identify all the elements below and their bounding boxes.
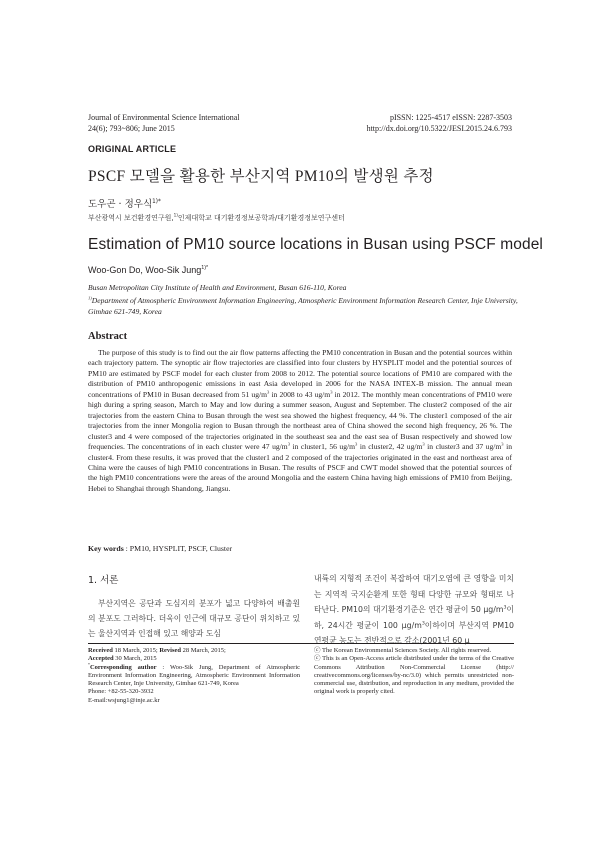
english-author-names: Woo-Gon Do, Woo-Sik Jung xyxy=(88,265,202,275)
body-right-text-a: 내륙의 지형적 조건이 복잡하여 대기오염에 큰 영향을 미치는 지역적 국지순환계 또한 형태 다양한 규모와 형태로 나타난다. PM10의 대기환경기준은 연간 평균이 50 μg/m xyxy=(314,574,514,614)
corr-sup: * xyxy=(88,662,90,667)
english-title: Estimation of PM10 source locations in Busan using PSCF model xyxy=(88,236,543,253)
abstract-text-1: The purpose of this study is to find out the air flow patterns affecting the PM10 concentration in Busan and the potential sources within each trajectory pattern. The synoptic air flow trajectories are classified into four clusters by HYSPLIT model and the potential sources of PM10 are estimated by PSCF model for each cluster from 2008 to 2012. The potential source locations of PM10 are compared with the distribution of PM10 anthropogenic emissions in east Asia developed in 2006 for the NASA INTEX-B mission. The annual mean concentrations of PM10 in Busan decreased from 51 ug/m xyxy=(88,348,512,399)
abstract-heading: Abstract xyxy=(88,331,128,342)
abstract-text-5: in cluster2, 42 ug/m xyxy=(357,442,423,452)
korean-affiliation-a: 부산광역시 보건환경연구원, xyxy=(88,214,174,222)
email-link[interactable]: E-mail:wsjung1@inje.ac.kr xyxy=(88,696,160,704)
body-right-text-c: 이하이며 부산지역 PM10 연평균 농도는 전반적으로 감소(2001년 60 μ xyxy=(314,620,514,645)
keywords xyxy=(88,544,232,553)
korean-authors xyxy=(88,196,161,210)
keywords-text: : PM10, HYSPLIT, PSCF, Cluster xyxy=(123,544,233,553)
korean-author-sup: 1)* xyxy=(152,198,161,205)
english-affiliations xyxy=(88,282,528,317)
english-affiliation-2-sup: 1) xyxy=(88,295,92,301)
received-line xyxy=(88,647,300,655)
unit-sup: 3 xyxy=(287,441,290,447)
corresponding-author xyxy=(88,664,300,689)
unit-sup: 3 xyxy=(355,441,358,447)
korean-affiliation-sup: 1) xyxy=(173,212,178,218)
unit-sup: 3 xyxy=(501,441,504,447)
issn: pISSN: 1225-4517 eISSN: 2287-3503 xyxy=(389,113,512,122)
journal-volume: 24(6); 793~806; June 2015 xyxy=(88,124,175,133)
keywords-label: Key words xyxy=(88,544,124,553)
abstract-text-2: in 2008 to 43 ug/m xyxy=(269,389,331,399)
abstract-text-3: in 2012. The monthly mean concentrations of PM10 were high during a spring season, March to May and low during a summer season, August and September. The cluster2 composed of the air trajectories from the eastern China to Busan through the west sea showed the highest frequency, 44 %. The cluster1 composed of the air trajectories from the inner Mongolia region to Busan through the northeast area of China showed the second high frequency, 26 %. The cluster3 and 4 were composed of the trajectories originated in the southeast sea and the east sea of Busan respectively and showed low frequencies. The concentrations of in each cluster were 47 ug/m xyxy=(88,389,513,452)
footnote-left xyxy=(88,647,300,705)
korean-affiliation-b: 인제대학교 대기환경정보공학과/대기환경정보연구센터 xyxy=(177,214,345,222)
body-left-column: 부산지역은 공단과 도심지의 분포가 넓고 다양하여 배출원의 분포도 그러하다. 더욱이 인근에 대규모 공단이 위치하고 있는 울산지역과 인접해 있고 해양과 도심 xyxy=(88,599,300,638)
footnote-right xyxy=(314,647,514,697)
footnote-divider xyxy=(88,643,514,644)
phone: Phone: +82-55-320-3932 xyxy=(88,688,154,696)
unit-sup: 3 xyxy=(422,441,425,447)
revised-label: Revised xyxy=(159,647,181,654)
corr-text: : Woo-Sik Jung, Department of Atmospheric Environment Information Engineering, Atmospheric Environment Information Research Center, Inje University, Gimhae 621-749, Korea xyxy=(88,663,301,688)
english-authors xyxy=(88,265,208,275)
english-affiliation-1: Busan Metropolitan City Institute of Health and Environment, Busan 616-110, Korea xyxy=(88,283,347,292)
received-date: 18 March, 2015; xyxy=(112,647,160,654)
korean-affiliation xyxy=(88,213,345,223)
korean-author-names: 도우곤 · 정우식 xyxy=(88,199,153,210)
unit-sup: 3 xyxy=(330,389,333,395)
unit-sup: 3 xyxy=(421,620,425,626)
journal-header-right xyxy=(367,112,512,134)
unit-sup: 3 xyxy=(267,389,270,395)
received-label: Received xyxy=(88,647,113,654)
journal-header-left xyxy=(88,112,240,134)
abstract-body xyxy=(88,348,512,494)
corr-label: Corresponding author xyxy=(89,663,157,671)
license-notice: ⓒ This is an Open-Access article distributed under the terms of the Creative Commons Attribution Non-Commercial License (http:// creativecommons.org/licenses/by-nc/3.0) which permits unrestricted non-commercial use, distribution, and reproduction in any medium, provided the original work is properly cited. xyxy=(314,655,514,696)
abstract-text-7: in cluster4. From these results, it was proved that the cluster1 and 2 composed of the trajectories originated in the east and northeast area of China were the causes of high PM10 concentrations in Busan. The results of PSCF and CWT model showed that the potential sources of the high PM10 concentrations were the areas of the around Mongolia and the eastern China having high emissions of PM10 from Beijing, Hebei to Shanghai through Shandong, Jiangsu. xyxy=(88,442,512,493)
abstract-text-6: in cluster3 and 37 ug/m xyxy=(424,442,502,452)
korean-title: PSCF 모델을 활용한 부산지역 PM10의 발생원 추정 xyxy=(88,168,434,185)
english-affiliation-2-text: Department of Atmospheric Environment Information Engineering, Atmospheric Environment Information Research Center, Inje University, Gimhae 621-749, Korea xyxy=(88,296,518,316)
unit-sup: 3 xyxy=(503,605,507,611)
accepted-date: 30 March, 2015 xyxy=(113,655,157,663)
accepted-line xyxy=(88,655,300,663)
accepted-label: Accepted xyxy=(88,655,114,663)
english-author-sup: 1)* xyxy=(201,265,209,271)
journal-name: Journal of Environmental Science International xyxy=(88,113,240,122)
revised-date: 28 March, 2015; xyxy=(180,647,226,654)
copyright-notice: ⓒ The Korean Environmental Sciences Society. All rights reserved. xyxy=(314,647,492,654)
english-affiliation-2 xyxy=(88,295,528,317)
doi-link[interactable]: http://dx.doi.org/10.5322/JESI.2015.24.6.793 xyxy=(366,124,512,133)
article-type: ORIGINAL ARTICLE xyxy=(88,144,177,154)
body-right-text-b: 이하, 24시간 평균이 100 μg/m xyxy=(314,605,514,630)
body-right-column xyxy=(314,571,514,649)
section-title: 1. 서론 xyxy=(88,575,119,586)
abstract-text-4: in cluster1, 56 ug/m xyxy=(289,442,356,452)
